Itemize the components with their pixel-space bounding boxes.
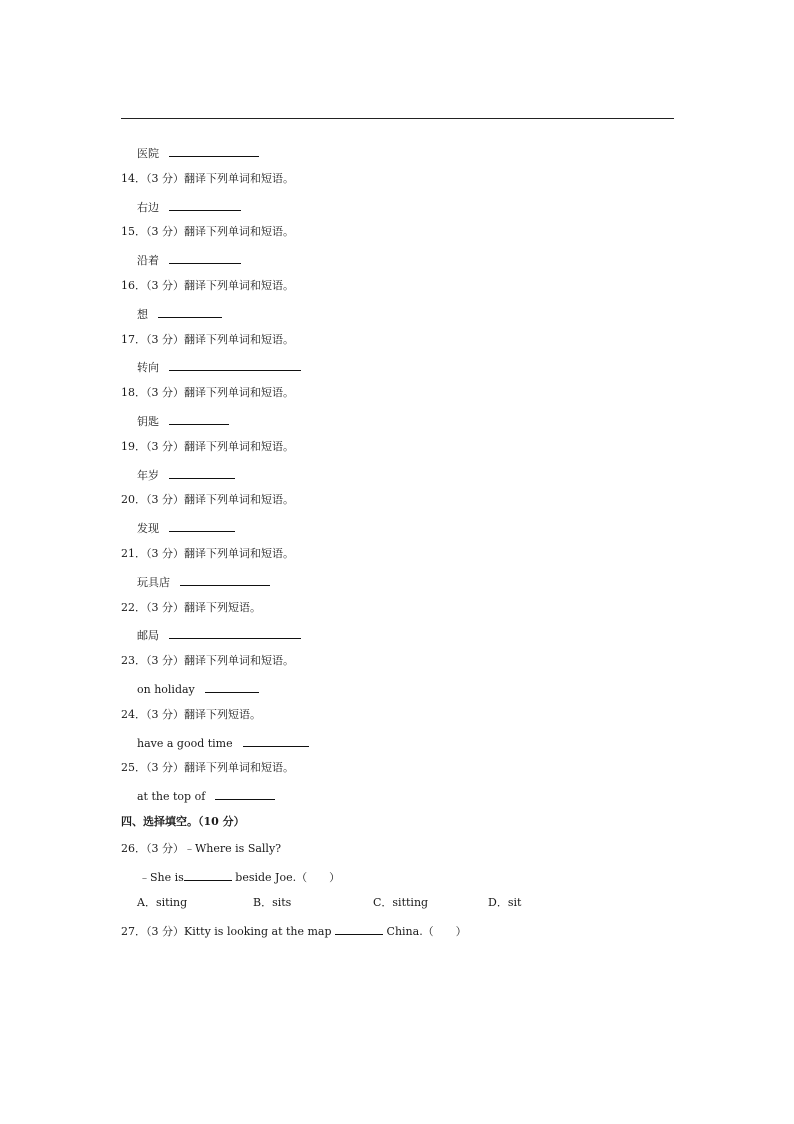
question-line [121, 708, 261, 722]
question-text: 23．（3 分）翻译下列单词和短语。 [121, 654, 294, 668]
answer-label: 右边 [137, 200, 159, 214]
option-b[interactable]: B．sits [253, 896, 292, 909]
answer-blank[interactable] [169, 359, 301, 371]
answer-blank[interactable] [243, 735, 309, 747]
question-text: 24．（3 分）翻译下列短语。 [121, 707, 261, 721]
answer-blank[interactable] [205, 681, 259, 693]
question-text: 20．（3 分）翻译下列单词和短语。 [121, 493, 294, 507]
answer-line [137, 467, 235, 483]
answer-line [137, 145, 259, 161]
section-title-text: 四、选择填空。（10 分） [121, 815, 245, 828]
question-26-line2 [139, 869, 340, 885]
question-line [121, 761, 294, 775]
question-text: 25．（3 分）翻译下列单词和短语。 [121, 761, 294, 775]
question-line [121, 225, 294, 239]
question-26-line2-prefix: ﹣She is [139, 871, 184, 884]
answer-blank[interactable] [180, 574, 270, 586]
answer-blank[interactable] [169, 413, 229, 425]
answer-label: 钥匙 [137, 415, 159, 428]
answer-blank[interactable] [215, 788, 275, 800]
question-text: 19．（3 分）翻译下列单词和短语。 [121, 439, 294, 453]
question-27-prefix: 27．（3 分）Kitty is looking at the map [121, 925, 336, 938]
answer-label: 年岁 [137, 468, 159, 482]
answer-blank[interactable] [335, 923, 383, 935]
question-text: 17．（3 分）翻译下列单词和短语。 [121, 332, 294, 346]
answer-blank[interactable] [158, 306, 222, 318]
answer-label: 邮局 [137, 629, 159, 643]
answer-line [137, 681, 259, 697]
answer-line [137, 413, 229, 429]
question-text: 21．（3 分）翻译下列单词和短语。 [121, 547, 294, 560]
answer-label: 转向 [137, 361, 159, 375]
answer-line [137, 359, 301, 375]
answer-line [137, 199, 241, 215]
question-line [121, 440, 294, 454]
answer-line [137, 520, 235, 536]
question-text: 22．（3 分）翻译下列短语。 [121, 600, 261, 614]
answer-blank[interactable] [169, 520, 235, 532]
answer-label: 沿着 [137, 254, 159, 268]
answer-label: at the top of [137, 790, 206, 804]
question-27-suffix: China.（ ） [383, 925, 467, 938]
answer-blank[interactable] [169, 467, 235, 479]
answer-label: 玩具店 [137, 575, 170, 589]
question-line [121, 654, 294, 668]
question-line [121, 493, 294, 507]
question-26-stem: 26．（3 分）﹣Where is Sally? [121, 842, 282, 855]
answer-blank[interactable] [169, 145, 259, 157]
question-text: 15．（3 分）翻译下列单词和短语。 [121, 225, 294, 239]
question-line [121, 333, 294, 347]
question-text: 14．（3 分）翻译下列单词和短语。 [121, 171, 294, 185]
answer-blank[interactable] [169, 627, 301, 639]
question-line [121, 547, 294, 561]
header-rule [121, 118, 674, 119]
answer-blank[interactable] [169, 199, 241, 211]
answer-blank[interactable] [169, 252, 241, 264]
question-text: 16．（3 分）翻译下列单词和短语。 [121, 279, 294, 292]
question-27 [121, 923, 467, 939]
answer-label: 想 [137, 307, 148, 321]
answer-blank[interactable] [184, 869, 232, 881]
answer-label: 发现 [137, 522, 159, 536]
question-26-line2-suffix: beside Joe.（ ） [231, 871, 341, 884]
question-line [121, 386, 294, 400]
answer-line [137, 627, 301, 643]
answer-label: on holiday [137, 683, 195, 696]
answer-line [137, 252, 241, 268]
answer-line [137, 735, 309, 751]
answer-label: have a good time [137, 736, 233, 750]
question-line [121, 601, 261, 615]
answer-line [137, 574, 270, 590]
question-26 [121, 842, 281, 856]
section-title [121, 815, 245, 829]
answer-label: 医院 [137, 147, 159, 160]
answer-line [137, 788, 275, 804]
answer-line [137, 306, 222, 322]
option-c[interactable]: C．sitting [373, 896, 429, 909]
option-d[interactable]: D．sit [488, 896, 522, 909]
question-line [121, 172, 294, 186]
option-a[interactable]: A．siting [137, 896, 188, 909]
question-line [121, 279, 294, 293]
question-text: 18．（3 分）翻译下列单词和短语。 [121, 386, 294, 400]
